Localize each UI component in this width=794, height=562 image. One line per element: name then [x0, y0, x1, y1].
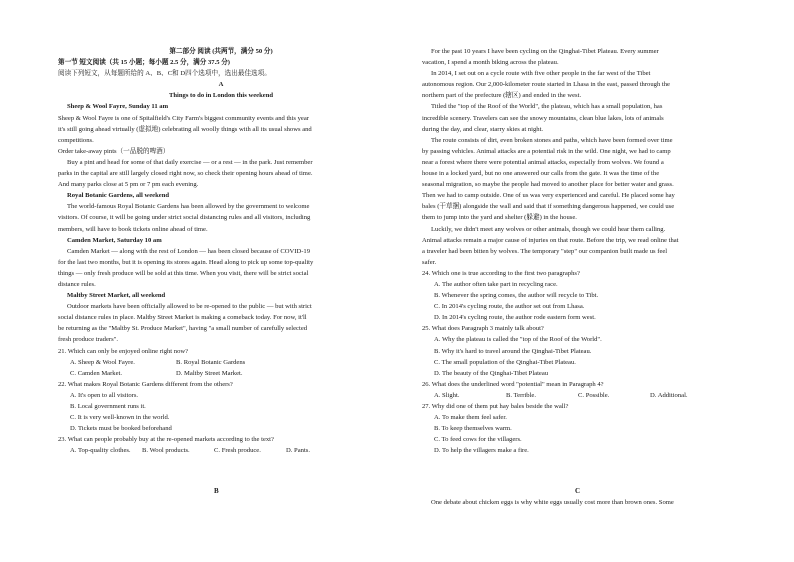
answer-option: B. Wool products.: [142, 447, 190, 455]
answer-option: C. It is very well-known in the world.: [70, 414, 170, 422]
text-line: competitions.: [58, 136, 94, 144]
text-line: bales (干草捆) alongside the wall and said that if something dangerous happened, we could use: [422, 203, 675, 211]
text-line: incredible scenery. Travelers can see the snowy mountains, clean blue lakes, lots of animals: [422, 114, 664, 122]
text-line: Maltby Street Market, all weekend: [67, 292, 166, 300]
answer-option: B. Why it's hard to travel around the Qinghai-Tibet Plateau.: [434, 347, 592, 355]
text-line: northern part of the prefecture (辖区) and ended in the west.: [422, 92, 582, 100]
text-line: The world-famous Royal Botanic Gardens has been allowed by the government to welcome: [67, 203, 310, 211]
options-row: [58, 368, 384, 379]
text-line: visitors. Of course, it will be going under strict social distancing rules and all visitors, including: [58, 214, 311, 222]
answer-option: C. The small population of the Qinghai-Tibet Plateau.: [434, 358, 576, 366]
answer-option: D. To help the villagers make a fire.: [434, 447, 529, 455]
left-column: [58, 46, 384, 456]
answer-option: C. To feed cows for the villagers.: [434, 436, 522, 444]
text-line: The route consists of dirt, even broken stones and paths, which have been formed over time: [431, 136, 673, 144]
text-line: things — only fresh produce will be sold at this time. When you visit, there will be strict social: [58, 269, 309, 277]
answer-option: B. Whenever the spring comes, the author will recycle to Tibt.: [434, 292, 599, 300]
question-stem: 23. What can people probably buy at the re-opened markets according to the text?: [58, 436, 274, 444]
text-line: Camden Market — along with the rest of London — has been closed because of COVID-19: [67, 247, 310, 255]
text-line: during the day, and clear, starry skies at night.: [422, 125, 544, 133]
text-line: autonomous region. Our 2,000-kilometer route started in Lhasa in the east, passed through the: [422, 81, 670, 89]
options-row: [422, 390, 748, 401]
questions-21-23: [58, 346, 384, 457]
question-stem: 25. What does Paragraph 3 mainly talk about?: [422, 325, 544, 333]
answer-option: D. Additional.: [650, 391, 688, 399]
answer-option: C. Fresh produce.: [214, 447, 261, 455]
passage-b: [422, 46, 748, 268]
text-line: parks in the capital are still largely closed right now, so check their opening hours ahead of time.: [58, 170, 313, 178]
text-line: a traveler had been bitten by wolves. The temporary "step" our companion built made us feel: [422, 247, 668, 255]
answer-option: C. Possible.: [578, 391, 610, 399]
text-line: seasonal migration, so maybe the people had moved to another place for better water and grass.: [422, 181, 674, 189]
answer-option: B. Royal Botanic Gardens: [176, 358, 246, 366]
answer-option: A. Slight.: [434, 391, 460, 399]
text-line: A: [218, 81, 224, 89]
text-line: In 2014, I set out on a cycle route with five other people in the far west of the Tibet: [431, 70, 651, 78]
text-line: near a forest where there were potential animal attacks, especially from wolves. We found a: [422, 158, 664, 166]
text-line: house in a locked yard, but no one answered our calls from the gate. It was the time of the: [422, 170, 660, 178]
text-line: Sheep & Wool Fayre is one of Spitalfield's City Farm's biggest community events and this year: [58, 114, 309, 122]
footer-label-c: C: [575, 487, 581, 495]
text-line: by passing vehicles. Animal attacks are a potential risk in the wild. One night, we had to camp: [422, 147, 671, 155]
answer-option: A. Top-quality clothes.: [70, 447, 131, 455]
text-line: Order take-away pints（一品脱的啤酒）: [58, 147, 170, 155]
text-line: 阅读下列短文，从每题所给的 A、B、C和 D四个选项中，选出最佳选项。: [58, 70, 271, 78]
questions-24-27: [422, 268, 748, 457]
text-line: vacation, I spend a month biking across the plateau.: [422, 59, 559, 67]
text-line: distance rules.: [58, 280, 96, 288]
text-line: it's still going ahead virtually (虚拟地) celebrating all woolly things with all its usual shows and: [58, 125, 312, 133]
text-line: Sheep & Wool Fayre, Sunday 11 am: [67, 103, 169, 111]
answer-option: D. Pants.: [286, 447, 310, 455]
question-stem: 24. Which one is true according to the first two paragraphs?: [422, 269, 580, 277]
text-line: fresh produce traders".: [58, 336, 118, 344]
right-column: [422, 46, 748, 456]
answer-option: D. Tickets must be booked beforehand: [70, 425, 172, 433]
text-line: Things to do in London this weekend: [168, 92, 274, 100]
footer-label-b: B: [214, 487, 219, 495]
question-stem: 27. Why did one of them put hay bales beside the wall?: [422, 403, 569, 410]
text-line: Royal Botanic Gardens, all weekend: [67, 192, 170, 200]
text-line: them to jump into the yard and shelter (躲避) in the house.: [422, 214, 577, 222]
text-line: Titled the "top of the Roof of the World", the plateau, which has a small population, has: [431, 103, 663, 111]
text-line: for the last two months, but it is opening its stores again. Head along to pick up some top-quality: [58, 258, 314, 266]
text-line: Animal attacks remain a major cause of injuries on that route. Before the trip, we read online that: [422, 236, 679, 244]
answer-option: B. To keep themselves warm.: [434, 425, 512, 433]
text-line: And many parks close at 5 pm or 7 pm each evening.: [58, 181, 199, 189]
answer-option: A. It's open to all visitors.: [70, 391, 139, 399]
answer-option: D. Maltby Street Market.: [176, 369, 243, 377]
text-line: safer.: [422, 258, 437, 266]
answer-option: B. Local government runs it.: [70, 403, 146, 410]
answer-option: D. The beauty of the Qinghai-Tibet Plateau: [434, 369, 549, 377]
text-line: For the past 10 years I have been cycling on the Qinghai-Tibet Plateau. Every summer: [431, 48, 659, 55]
answer-option: A. To make them feel safer.: [434, 414, 507, 422]
answer-option: A. Sheep & Wool Fayre.: [70, 358, 135, 366]
passage-c-first-line: One debate about chicken eggs is why white eggs usually cost more than brown ones. Some: [431, 499, 674, 506]
text-line: Camden Market, Saturday 10 am: [67, 236, 162, 244]
text-line: members, will have to book tickets online ahead of time.: [58, 225, 208, 233]
text-line: Then we had to camp outside. One of us was very experienced and careful. He placed some hay: [422, 192, 675, 200]
text-line: Luckily, we didn't meet any wolves or other animals, though we could hear them calling.: [431, 225, 666, 233]
text-line: 第二部分 阅读 (共两节，满分 50 分): [169, 48, 273, 55]
text-line: Buy a pint and head for some of that daily exercise — or a rest — in the park. Just remember: [67, 158, 313, 166]
answer-option: C. Camden Market.: [70, 369, 123, 377]
answer-option: C. In 2014's cycling route, the author set out from Lhasa.: [434, 303, 585, 311]
question-stem: 26. What does the underlined word "potential" mean in Paragraph 4?: [422, 380, 604, 388]
text-line: social distance rules in place. Maltby Street Market is making a comeback today. For now, it'll: [58, 314, 307, 322]
text-line: be returning as the "Maltby St. Produce Market", having "a small number of carefully selected: [58, 325, 308, 333]
options-row: [58, 357, 384, 368]
text-line: Outdoor markets have been officially allowed to be re-opened to the public — but with strict: [67, 303, 312, 311]
answer-option: A. Why the plateau is called the "top of the Roof of the World".: [434, 336, 602, 344]
answer-option: B. Terrible.: [506, 391, 536, 399]
passage-a: [58, 46, 384, 346]
question-stem: 21. Which can only be enjoyed online right now?: [58, 347, 189, 355]
options-row: [58, 445, 384, 456]
answer-option: D. In 2014's cycling route, the author rode eastern form west.: [434, 314, 596, 322]
text-line: 第一节 短文阅读（共 15 小题；每小题 2.5 分，满分 37.5 分): [58, 59, 230, 67]
question-stem: 22. What makes Royal Botanic Gardens different from the others?: [58, 380, 233, 388]
answer-option: A. The author often take part in recycling race.: [434, 280, 558, 288]
